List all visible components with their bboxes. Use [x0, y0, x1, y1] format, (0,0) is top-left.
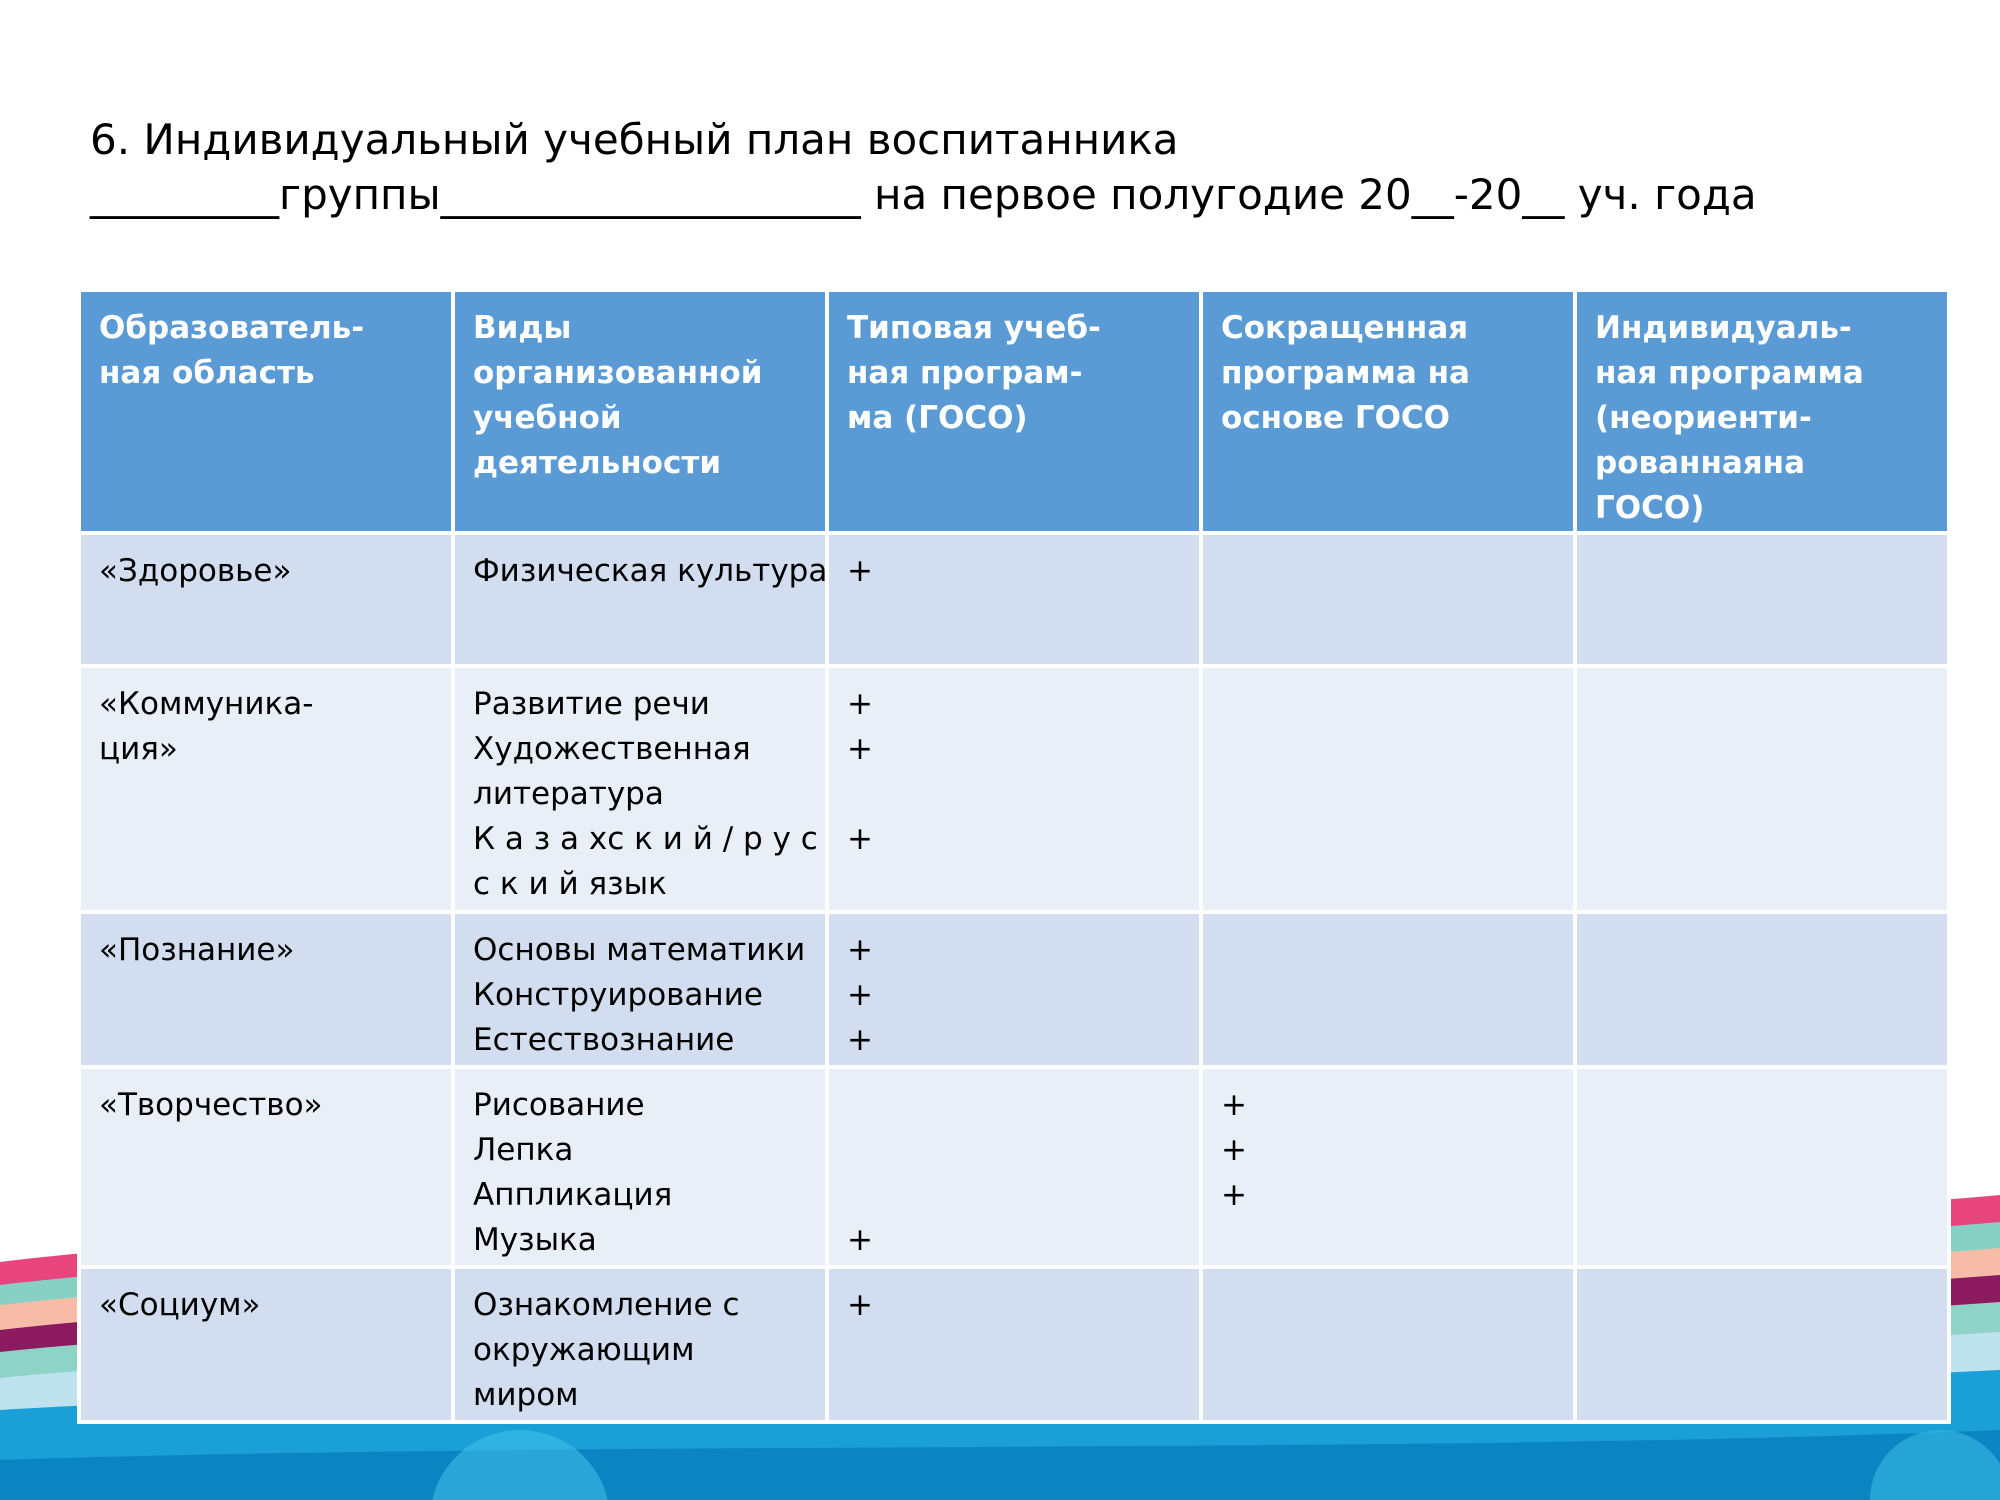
table-row [79, 1267, 1949, 1422]
cell-individual [1575, 533, 1949, 666]
cell-reduced: + + + [1201, 1067, 1575, 1267]
cell-activities: Физическая культура [453, 533, 827, 666]
cell-individual [1575, 1267, 1949, 1422]
cell-reduced [1201, 533, 1575, 666]
cell-area: «Творчество» [79, 1067, 453, 1267]
cell-individual [1575, 912, 1949, 1067]
header-individual-program: Индивидуаль- ная программа (неориенти- рованнаяна ГОСО) [1575, 290, 1949, 533]
table-row [79, 1067, 1949, 1267]
cell-typical: + [827, 1267, 1201, 1422]
cell-typical: + + + [827, 666, 1201, 912]
table-row [79, 533, 1949, 666]
title-line-1: 6. Индивидуальный учебный план воспитанника [90, 115, 1179, 164]
cell-activities: Рисование Лепка Аппликация Музыка [453, 1067, 827, 1267]
cell-area: «Здоровье» [79, 533, 453, 666]
cell-activities: Ознакомление с окружающим миром [453, 1267, 827, 1422]
title-line-2: _________группы____________________ на первое полугодие 20__-20__ уч. года [90, 170, 1757, 219]
slide-title [90, 112, 1970, 222]
header-activity-types: Виды организованной учебной деятельности [453, 290, 827, 533]
cell-reduced [1201, 666, 1575, 912]
cell-typical: + + + [827, 912, 1201, 1067]
table-header-row [79, 290, 1949, 533]
cell-individual [1575, 1067, 1949, 1267]
cell-area: «Социум» [79, 1267, 453, 1422]
cell-typical: + [827, 533, 1201, 666]
table-row [79, 666, 1949, 912]
header-educational-area: Образователь- ная область [79, 290, 453, 533]
header-reduced-program: Сокращенная программа на основе ГОСО [1201, 290, 1575, 533]
header-typical-program: Типовая учеб- ная програм- ма (ГОСО) [827, 290, 1201, 533]
cell-reduced [1201, 1267, 1575, 1422]
cell-individual [1575, 666, 1949, 912]
cell-area: «Коммуника- ция» [79, 666, 453, 912]
cell-area: «Познание» [79, 912, 453, 1067]
table-row [79, 912, 1949, 1067]
cell-activities: Основы математики Конструирование Естествознание [453, 912, 827, 1067]
cell-activities: Развитие речи Художественная литература К а з а хс к и й / р у с с к и й язык [453, 666, 827, 912]
cell-typical: + [827, 1067, 1201, 1267]
individual-plan-table [77, 288, 1951, 1424]
cell-reduced [1201, 912, 1575, 1067]
